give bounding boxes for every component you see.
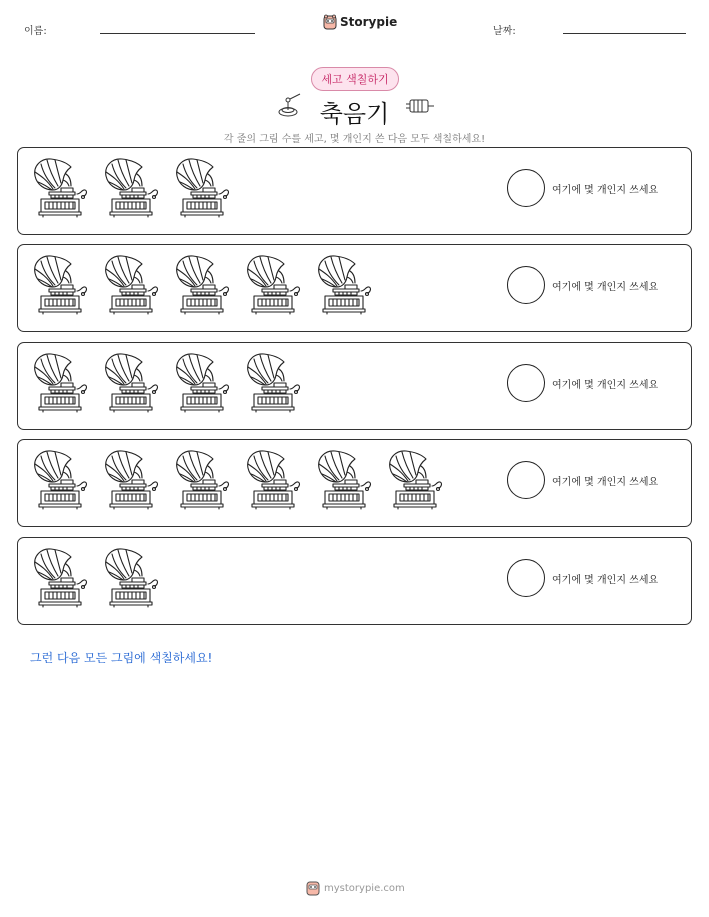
counting-row-5: [17, 537, 692, 625]
brand-name: Storypie: [340, 15, 398, 29]
gramophone-icon: [314, 448, 376, 510]
site-footer: [306, 880, 405, 896]
answer-circle[interactable]: [507, 364, 545, 402]
answer-circle[interactable]: [507, 461, 545, 499]
instructions: 각 줄의 그림 수를 세고, 몇 개인지 쓴 다음 모두 색칠하세요!: [223, 134, 486, 145]
counting-row-1: [17, 147, 692, 235]
gramophone-icon: [172, 156, 234, 218]
counting-row-3: [17, 342, 692, 430]
picture-group: [30, 253, 376, 315]
coloring-instruction: 그런 다음 모든 그림에 색칠하세요!: [30, 651, 213, 665]
date-label: 날짜:: [493, 26, 516, 37]
picture-group: [30, 448, 447, 510]
gramophone-icon: [172, 448, 234, 510]
date-field[interactable]: [563, 33, 686, 34]
gramophone-icon: [314, 253, 376, 315]
gramophone-icon: [243, 448, 305, 510]
answer-circle[interactable]: [507, 169, 545, 207]
gramophone-icon: [101, 448, 163, 510]
gramophone-icon: [30, 253, 92, 315]
answer-label: 여기에 몇 개인지 쓰세요: [552, 185, 659, 196]
answer-label: 여기에 몇 개인지 쓰세요: [552, 380, 659, 391]
counting-row-4: [17, 439, 692, 527]
brand-logo: [323, 12, 397, 32]
gramophone-icon: [101, 253, 163, 315]
picture-group: [30, 546, 163, 608]
answer-label: 여기에 몇 개인지 쓰세요: [552, 575, 659, 586]
gramophone-icon: [172, 253, 234, 315]
gramophone-icon: [30, 448, 92, 510]
gramophone-icon: [30, 546, 92, 608]
picture-group: [30, 156, 234, 218]
counting-row-2: [17, 244, 692, 332]
gramophone-icon: [243, 253, 305, 315]
gramophone-icon: [30, 351, 92, 413]
gramophone-icon: [30, 156, 92, 218]
gramophone-icon: [101, 156, 163, 218]
worksheet-type-badge: 세고 색칠하기: [311, 67, 399, 91]
site-url[interactable]: mystorypie.com: [324, 882, 405, 894]
picture-group: [30, 351, 305, 413]
gramophone-icon: [172, 351, 234, 413]
gramophone-icon: [243, 351, 305, 413]
gramophone-icon: [101, 351, 163, 413]
page-title: 축음기: [319, 100, 390, 128]
storypie-mascot-icon: [323, 14, 337, 30]
gramophone-icon: [385, 448, 447, 510]
answer-label: 여기에 몇 개인지 쓰세요: [552, 282, 659, 293]
answer-circle[interactable]: [507, 266, 545, 304]
name-field[interactable]: [100, 33, 255, 34]
gramophone-icon: [101, 546, 163, 608]
storypie-mascot-icon: [306, 880, 320, 896]
name-label: 이름:: [24, 26, 47, 37]
answer-label: 여기에 몇 개인지 쓰세요: [552, 477, 659, 488]
phonograph-cylinder-deco-icon: [404, 96, 436, 116]
answer-circle[interactable]: [507, 559, 545, 597]
